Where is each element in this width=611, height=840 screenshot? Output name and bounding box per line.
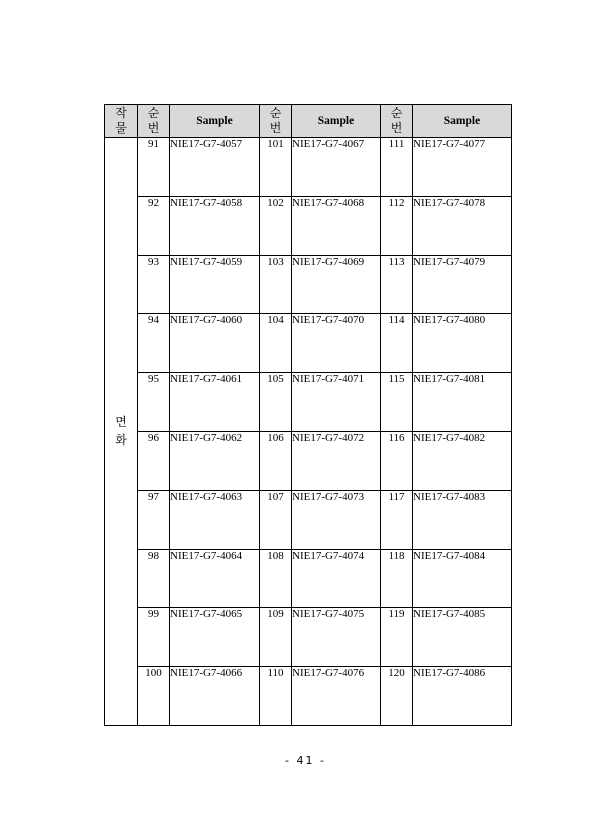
sample-id: NIE17-G7-4072 <box>292 431 381 490</box>
table-row <box>105 196 512 255</box>
sequence-number: 106 <box>260 431 292 490</box>
sequence-number: 118 <box>381 549 413 608</box>
sequence-number: 104 <box>260 314 292 373</box>
sequence-number: 110 <box>260 667 292 726</box>
sequence-number: 116 <box>381 431 413 490</box>
sample-table <box>104 104 512 726</box>
sequence-number: 111 <box>381 138 413 197</box>
crop-name-cell <box>105 138 138 726</box>
sample-id: NIE17-G7-4080 <box>413 314 512 373</box>
sequence-number: 99 <box>138 608 170 667</box>
crop-name-char: 화 <box>115 433 127 448</box>
table-row <box>105 490 512 549</box>
sample-id: NIE17-G7-4076 <box>292 667 381 726</box>
sequence-number: 93 <box>138 255 170 314</box>
sequence-number: 97 <box>138 490 170 549</box>
page-number: - 41 - <box>285 754 326 767</box>
sequence-number: 119 <box>381 608 413 667</box>
table-row <box>105 373 512 432</box>
table-row <box>105 314 512 373</box>
sample-id: NIE17-G7-4082 <box>413 431 512 490</box>
sequence-number: 112 <box>381 196 413 255</box>
table-row <box>105 138 512 197</box>
table-row <box>105 667 512 726</box>
sample-id: NIE17-G7-4066 <box>170 667 260 726</box>
sample-id: NIE17-G7-4077 <box>413 138 512 197</box>
header-crop: 작 물 <box>105 105 138 138</box>
header-sample-1: Sample <box>170 105 260 138</box>
sample-id: NIE17-G7-4074 <box>292 549 381 608</box>
crop-name-char: 면 <box>115 415 127 430</box>
sample-id: NIE17-G7-4064 <box>170 549 260 608</box>
sequence-number: 113 <box>381 255 413 314</box>
sequence-number: 94 <box>138 314 170 373</box>
sequence-number: 108 <box>260 549 292 608</box>
header-sample-2: Sample <box>292 105 381 138</box>
sample-id: NIE17-G7-4084 <box>413 549 512 608</box>
sequence-number: 120 <box>381 667 413 726</box>
sequence-number: 105 <box>260 373 292 432</box>
sample-id: NIE17-G7-4067 <box>292 138 381 197</box>
sequence-number: 96 <box>138 431 170 490</box>
table-row <box>105 431 512 490</box>
sample-id: NIE17-G7-4063 <box>170 490 260 549</box>
header-no-1: 순 번 <box>138 105 170 138</box>
sequence-number: 98 <box>138 549 170 608</box>
sample-id: NIE17-G7-4062 <box>170 431 260 490</box>
table-row <box>105 255 512 314</box>
sequence-number: 101 <box>260 138 292 197</box>
sample-id: NIE17-G7-4081 <box>413 373 512 432</box>
sample-id: NIE17-G7-4058 <box>170 196 260 255</box>
sample-id: NIE17-G7-4070 <box>292 314 381 373</box>
header-sample-3: Sample <box>413 105 512 138</box>
sequence-number: 95 <box>138 373 170 432</box>
sample-id: NIE17-G7-4071 <box>292 373 381 432</box>
sequence-number: 92 <box>138 196 170 255</box>
sample-id: NIE17-G7-4073 <box>292 490 381 549</box>
table-row <box>105 549 512 608</box>
sample-id: NIE17-G7-4075 <box>292 608 381 667</box>
sample-id: NIE17-G7-4061 <box>170 373 260 432</box>
sample-id: NIE17-G7-4078 <box>413 196 512 255</box>
sample-id: NIE17-G7-4086 <box>413 667 512 726</box>
sequence-number: 115 <box>381 373 413 432</box>
sample-id: NIE17-G7-4060 <box>170 314 260 373</box>
header-no-3: 순 번 <box>381 105 413 138</box>
sequence-number: 100 <box>138 667 170 726</box>
sample-id: NIE17-G7-4085 <box>413 608 512 667</box>
sample-id: NIE17-G7-4057 <box>170 138 260 197</box>
sample-id: NIE17-G7-4059 <box>170 255 260 314</box>
sample-id: NIE17-G7-4068 <box>292 196 381 255</box>
sequence-number: 109 <box>260 608 292 667</box>
sequence-number: 117 <box>381 490 413 549</box>
sequence-number: 103 <box>260 255 292 314</box>
sample-id: NIE17-G7-4069 <box>292 255 381 314</box>
sample-id: NIE17-G7-4065 <box>170 608 260 667</box>
sequence-number: 107 <box>260 490 292 549</box>
sequence-number: 114 <box>381 314 413 373</box>
sample-id: NIE17-G7-4083 <box>413 490 512 549</box>
sequence-number: 91 <box>138 138 170 197</box>
sequence-number: 102 <box>260 196 292 255</box>
header-no-2: 순 번 <box>260 105 292 138</box>
header-row <box>105 105 512 138</box>
table-row <box>105 608 512 667</box>
sample-id: NIE17-G7-4079 <box>413 255 512 314</box>
